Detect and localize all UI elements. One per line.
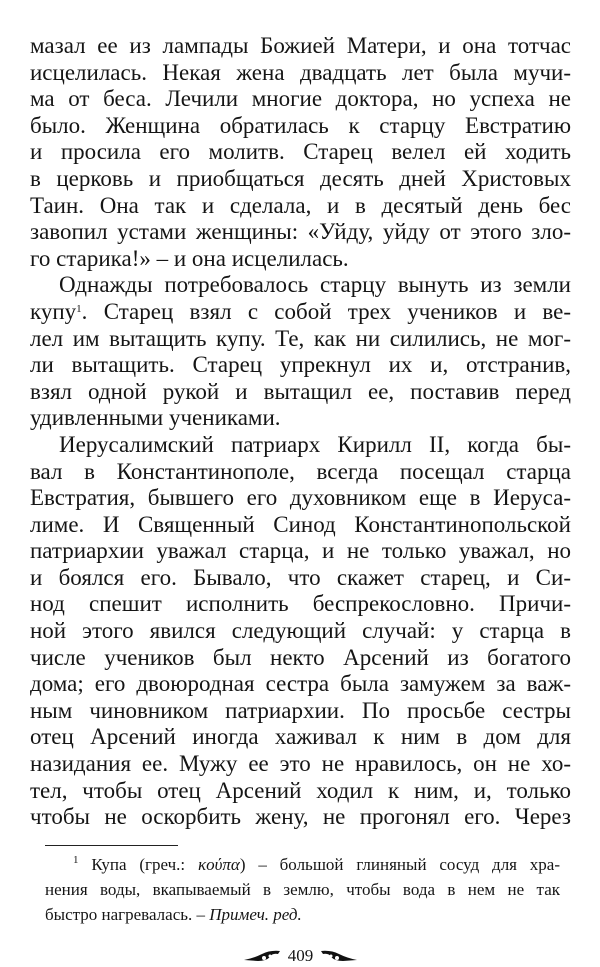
text-line: лиме. И Священный Синод Константинопольской <box>30 511 571 537</box>
footnote-line: нения воды, вкапываемый в землю, чтобы вода в нем не так <box>45 879 560 899</box>
page-number: 409 <box>287 945 314 965</box>
text-line: и боялся его. Бывало, что скажет старец, и Си- <box>30 564 571 590</box>
text-line: и просила его молитв. Старец велел ей ходить <box>30 139 571 165</box>
text-line: числе учеников был некто Арсений из богатого <box>30 644 571 670</box>
text-line: ной этого явился следующий случай: у старца в <box>30 618 571 644</box>
footnote-divider <box>45 845 178 846</box>
text-line: го старика!» – и она исцелилась. <box>30 245 349 271</box>
text-line: взял одной рукой и вытащил ее, поставив перед <box>30 378 571 404</box>
text-line: вал в Константинополе, всегда посещал старца <box>30 458 571 484</box>
text-line: Евстратия, бывшего его духовником еще в Иеруса- <box>30 485 571 511</box>
footnote <box>45 852 560 927</box>
footnote-ref: 1 <box>76 302 82 315</box>
text-line: лел им вытащить купу. Те, как ни силились, не мог- <box>30 325 571 351</box>
text-line: отец Арсений иногда хаживал к ним в дом для <box>30 724 571 750</box>
text-line: в церковь и приобщаться десять дней Христовых <box>30 165 571 191</box>
text-line: ли вытащить. Старец упрекнул их и, отстранив, <box>30 352 571 378</box>
text-line: назидания ее. Мужу ее это не нравилось, он не хо- <box>30 751 571 777</box>
text-line <box>30 299 571 326</box>
text-line: было. Женщина обратилась к старцу Евстратию <box>30 112 571 138</box>
text-line: патриархии уважал старца, и не только уважал, но <box>30 538 571 564</box>
footnote-text: быстро нагревалась. – <box>45 904 210 924</box>
text-line: Иерусалимский патриарх Кирилл II, когда бы- <box>59 431 571 457</box>
ornament-right-icon <box>321 949 357 963</box>
text-line: завопил устами женщины: «Уйду, уйду от этого зло- <box>30 219 571 245</box>
text-line: ма от беса. Лечили многие доктора, но успеха не <box>30 86 571 112</box>
text-line: тел, чтобы отец Арсений ходил к ним, и, только <box>30 777 571 803</box>
text-line: Таин. Она так и сделала, и в десятый день бес <box>30 192 571 218</box>
footnote-line <box>45 902 560 927</box>
footnote-mark: 1 <box>73 853 79 866</box>
text-line: удивленными учениками. <box>30 405 281 431</box>
footnote-line <box>45 852 560 877</box>
text-line: Однажды потребовалось старцу вынуть из земли <box>59 272 571 298</box>
ornament-left-icon <box>244 949 280 963</box>
editor-note: Примеч. ред. <box>209 904 302 924</box>
text-line: исцелилась. Некая жена двадцать лет была мучи- <box>30 59 571 85</box>
text-line: дома; его двоюродная сестра была замужем за важ- <box>30 671 571 697</box>
text-line: нод спешит исполнить беспрекословно. Причи- <box>30 591 571 617</box>
text-line: ным чиновником патриархии. По просьбе сестры <box>30 697 571 723</box>
page-footer <box>30 945 571 967</box>
body-text <box>30 33 571 831</box>
text-line: мазал ее из лампады Божией Матери, и она тотчас <box>30 33 571 58</box>
text-run: . Старец взял с собой трех учеников и ве- <box>81 298 571 324</box>
text-line: чтобы не оскорбить жену, не прогонял его. Через <box>30 804 571 830</box>
text-run: купу <box>30 298 77 324</box>
greek-word: κούπα <box>197 854 240 874</box>
footnote-text: Купа (греч.: <box>91 854 198 874</box>
footnote-text: ) – большой глиняный сосуд для хра- <box>239 854 561 874</box>
